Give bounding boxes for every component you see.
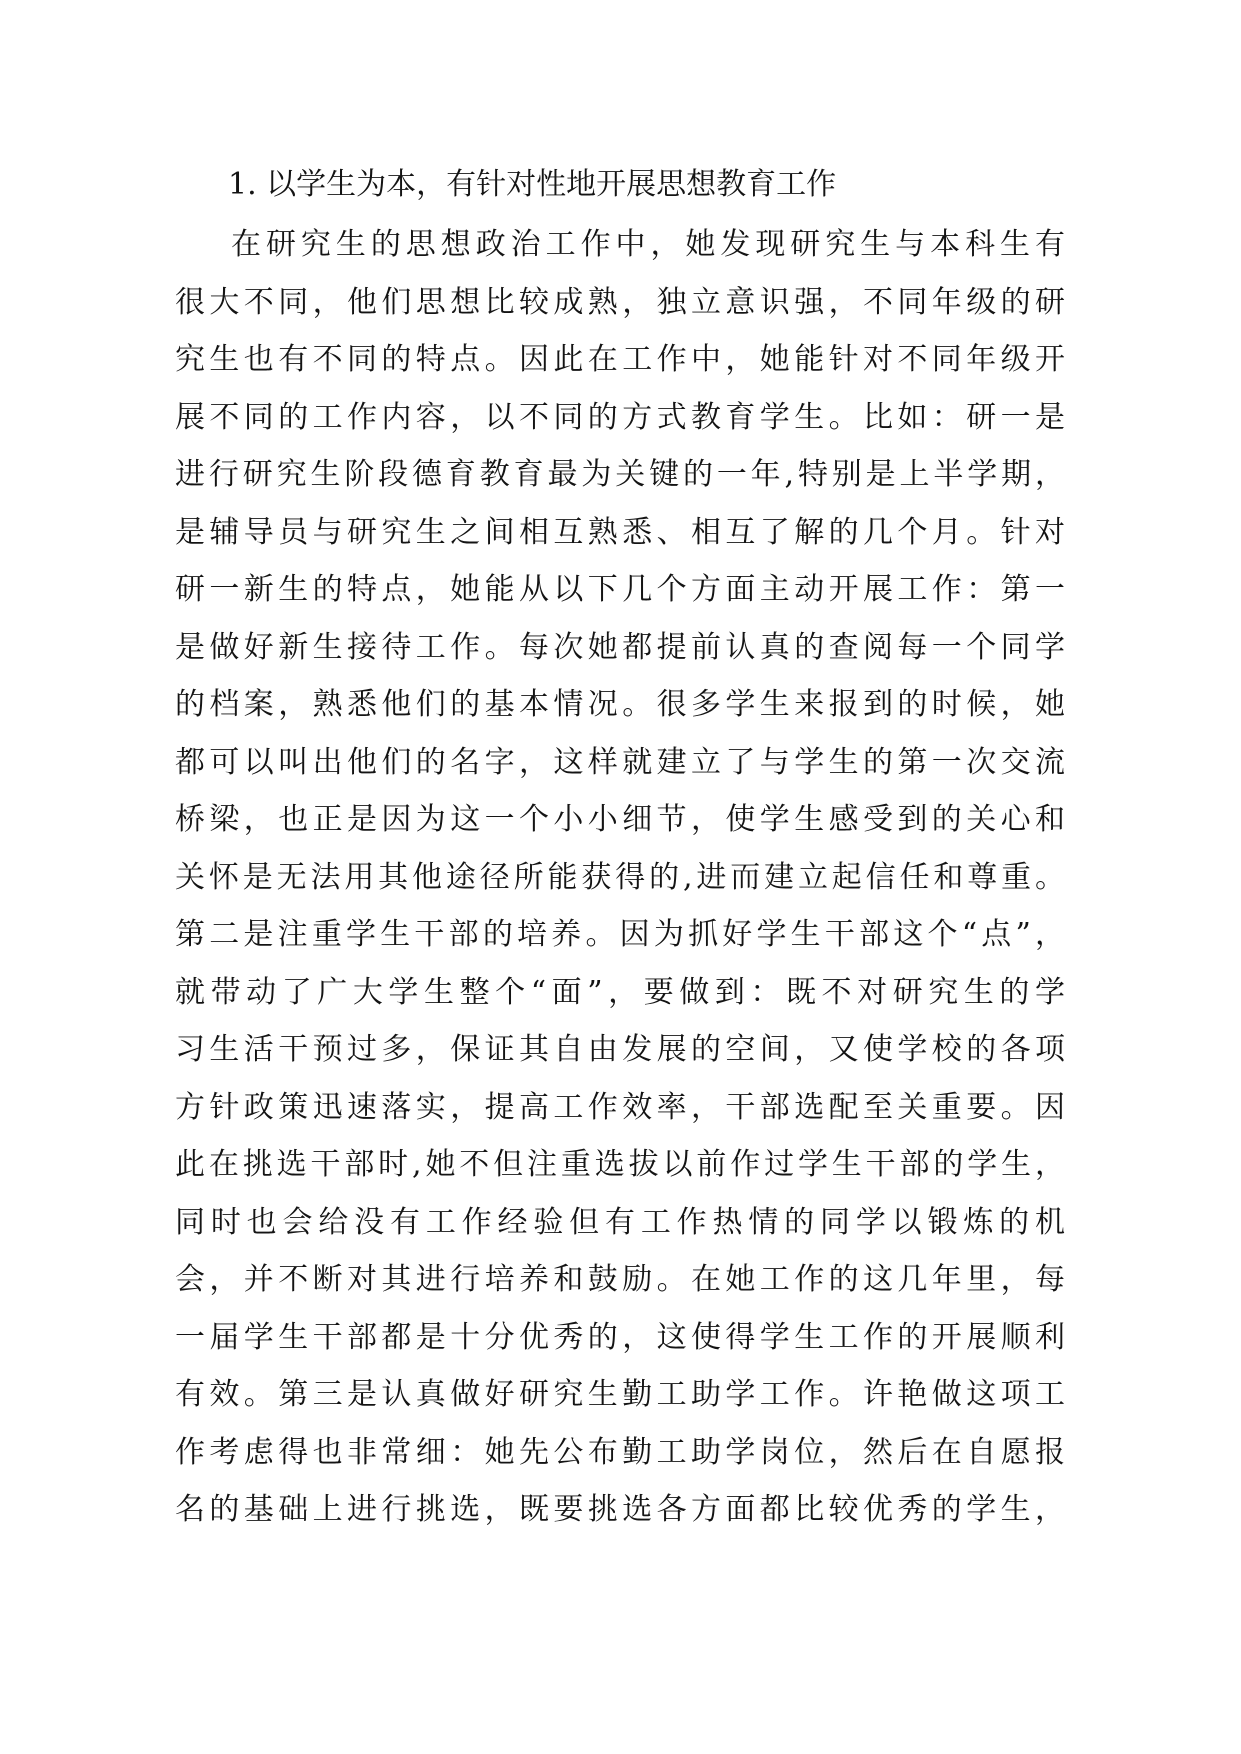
body-paragraph xyxy=(175,216,1065,1539)
section-heading: 1. 以学生为本，有针对性地开展思想教育工作 xyxy=(228,167,837,202)
paragraph-line: 在研究生的思想政治工作中，她发现研究生与本科生有 xyxy=(231,227,1065,262)
paragraph-line: 就带动了广大学生整个“面”，要做到：既不对研究生的学 xyxy=(175,974,1065,1010)
paragraph-line: 习生活干预过多，保证其自由发展的空间，又使学校的各项 xyxy=(175,1032,1065,1067)
paragraph-line: 方针政策迅速落实，提高工作效率，干部选配至关重要。因 xyxy=(175,1089,1065,1125)
paragraph-line: 桥梁，也正是因为这一个小小细节，使学生感受到的关心和 xyxy=(175,802,1065,837)
paragraph-line: 会，并不断对其进行培养和鼓励。在她工作的这几年里，每 xyxy=(175,1262,1065,1297)
paragraph-line: 研一新生的特点，她能从以下几个方面主动开展工作：第一 xyxy=(175,572,1065,607)
paragraph-line: 有效。第三是认真做好研究生勤工助学工作。许艳做这项工 xyxy=(175,1377,1065,1412)
paragraph-line: 展不同的工作内容，以不同的方式教育学生。比如：研一是 xyxy=(175,399,1065,435)
paragraph-line: 是做好新生接待工作。每次她都提前认真的查阅每一个同学 xyxy=(175,629,1065,665)
paragraph-line: 关怀是无法用其他途径所能获得的,进而建立起信任和尊重。 xyxy=(175,859,1065,895)
paragraph-line: 究生也有不同的特点。因此在工作中，她能针对不同年级开 xyxy=(175,342,1065,377)
paragraph-line: 很大不同，他们思想比较成熟，独立意识强，不同年级的研 xyxy=(175,284,1065,320)
paragraph-line: 的档案，熟悉他们的基本情况。很多学生来报到的时候，她 xyxy=(175,687,1065,722)
paragraph-line: 都可以叫出他们的名字，这样就建立了与学生的第一次交流 xyxy=(175,744,1065,780)
paragraph-line: 是辅导员与研究生之间相互熟悉、相互了解的几个月。针对 xyxy=(175,514,1065,550)
paragraph-line: 此在挑选干部时,她不但注重选拔以前作过学生干部的学生， xyxy=(175,1147,1065,1182)
paragraph-line: 名的基础上进行挑选，既要挑选各方面都比较优秀的学生， xyxy=(175,1492,1065,1527)
paragraph-line: 作考虑得也非常细：她先公布勤工助学岗位，然后在自愿报 xyxy=(175,1434,1065,1470)
paragraph-line: 同时也会给没有工作经验但有工作热情的同学以锻炼的机 xyxy=(175,1204,1065,1240)
paragraph-line: 一届学生干部都是十分优秀的，这使得学生工作的开展顺利 xyxy=(175,1319,1065,1355)
paragraph-line: 第二是注重学生干部的培养。因为抓好学生干部这个“点”， xyxy=(175,917,1065,952)
paragraph-line: 进行研究生阶段德育教育最为关键的一年,特别是上半学期， xyxy=(175,457,1065,492)
